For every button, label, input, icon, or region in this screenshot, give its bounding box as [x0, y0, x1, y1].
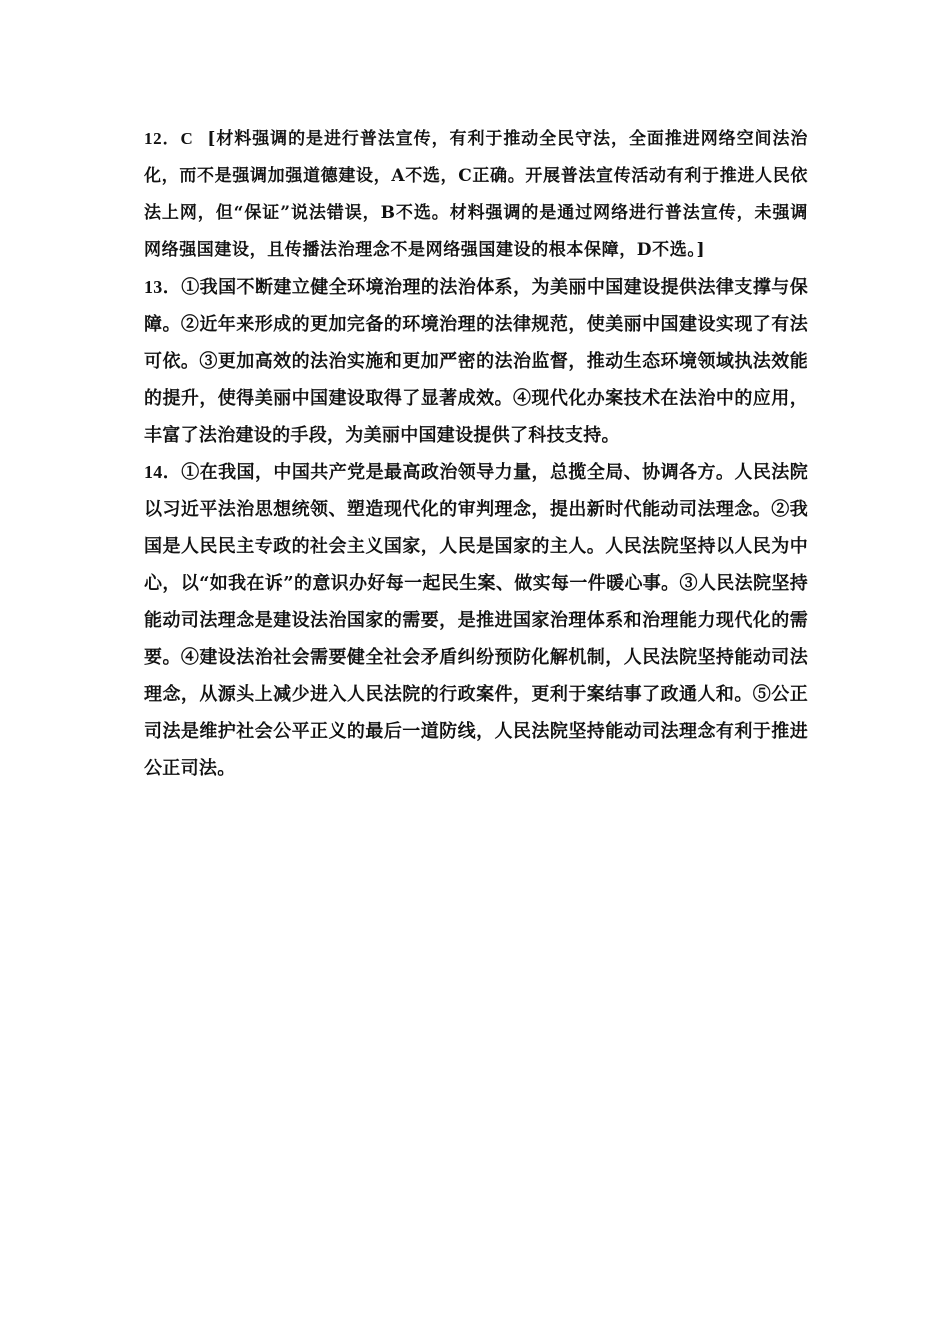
item-explanation: ①我国不断建立健全环境治理的法治体系，为美丽中国建设提供法律支撑与保障。②近年来形成的更加完备的环境治理的法律规范，使美丽中国建设实现了有法可依。③更加高效的法治实施和更加严密的法治监督，推动生态环境领域执法效能的提升，使得美丽中国建设取得了显著成效。④现代化办案技术在法治中的应用，丰富了法治建设的手段，为美丽中国建设提供了科技支持。 [144, 277, 808, 446]
answer-choice: C [180, 129, 194, 148]
item-explanation: ①在我国，中国共产党是最高政治领导力量，总揽全局、协调各方。人民法院以习近平法治思想统领、塑造现代化的审判理念，提出新时代能动司法理念。②我国是人民民主专政的社会主义国家，人民是国家的主人。人民法院坚持以人民为中心，以“如我在诉”的意识办好每一起民生案、做实每一件暖心事。③人民法院坚持能动司法理念是建设法治国家的需要，是推进国家治理体系和治理能力现代化的需要。④建设法治社会需要健全社会矛盾纠纷预防化解机制，人民法院坚持能动司法理念，从源头上减少进入人民法院的行政案件，更利于案结事了政通人和。⑤公正司法是维护社会公平正义的最后一道防线，人民法院坚持能动司法理念有利于推进公正司法。 [144, 462, 808, 779]
item-number: 13． [144, 277, 182, 297]
item-explanation: [材料强调的是进行普法宣传，有利于推动全民守法，全面推进网络空间法治化，而不是强调加强道德建设，A不选，C正确。开展普法宣传活动有利于推进人民依法上网，但“保证”说法错误，B不选。材料强调的是通过网络进行普法宣传，未强调网络强国建设，且传播法治理念不是网络强国建设的根本保障，D不选。] [144, 129, 808, 260]
item-number: 12． [144, 129, 181, 148]
answer-item-12 [144, 120, 808, 269]
answer-explanations [144, 120, 808, 787]
answer-item-13 [144, 269, 808, 454]
item-number: 14． [144, 462, 182, 482]
answer-item-14 [144, 454, 808, 787]
